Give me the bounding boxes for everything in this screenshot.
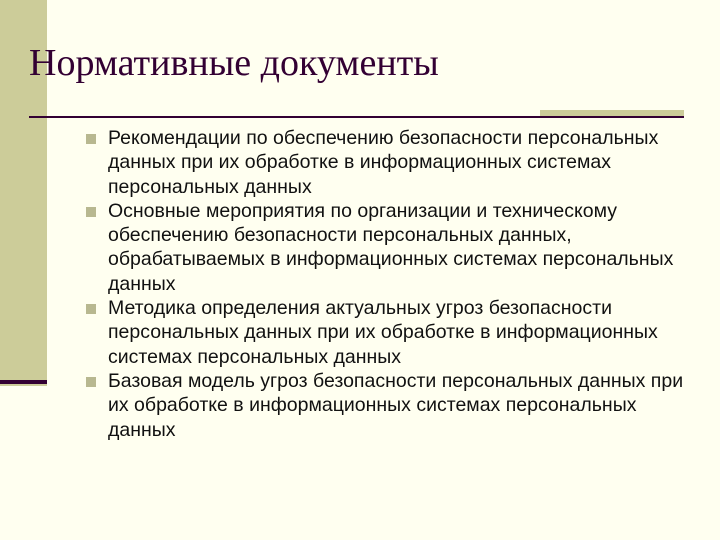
bullet-item (86, 369, 696, 442)
bullet-item (86, 126, 696, 199)
bullet-text: Основные мероприятия по организации и техническому обеспечению безопасности персональных данных, обрабатываемых в информационных системах персональных данных (108, 199, 674, 295)
square-bullet-icon (86, 134, 96, 144)
title-divider (29, 116, 684, 118)
bullet-text: Рекомендации по обеспечению безопасности персональных данных при их обработке в информационных системах персональных данных (108, 127, 659, 198)
square-bullet-icon (86, 304, 96, 314)
bullet-item (86, 199, 696, 296)
square-bullet-icon (86, 207, 96, 217)
bullet-list (86, 126, 696, 442)
side-accent-line (0, 380, 47, 384)
bullet-text: Базовая модель угроз безопасности персональных данных при их обработке в информационных системах персональных данных (108, 369, 684, 441)
square-bullet-icon (86, 377, 96, 387)
bullet-item (86, 296, 696, 369)
slide-title: Нормативные документы (29, 42, 439, 84)
bullet-text: Методика определения актуальных угроз безопасности персональных данных при их обработке в информационных системах персональных данных (108, 297, 658, 368)
